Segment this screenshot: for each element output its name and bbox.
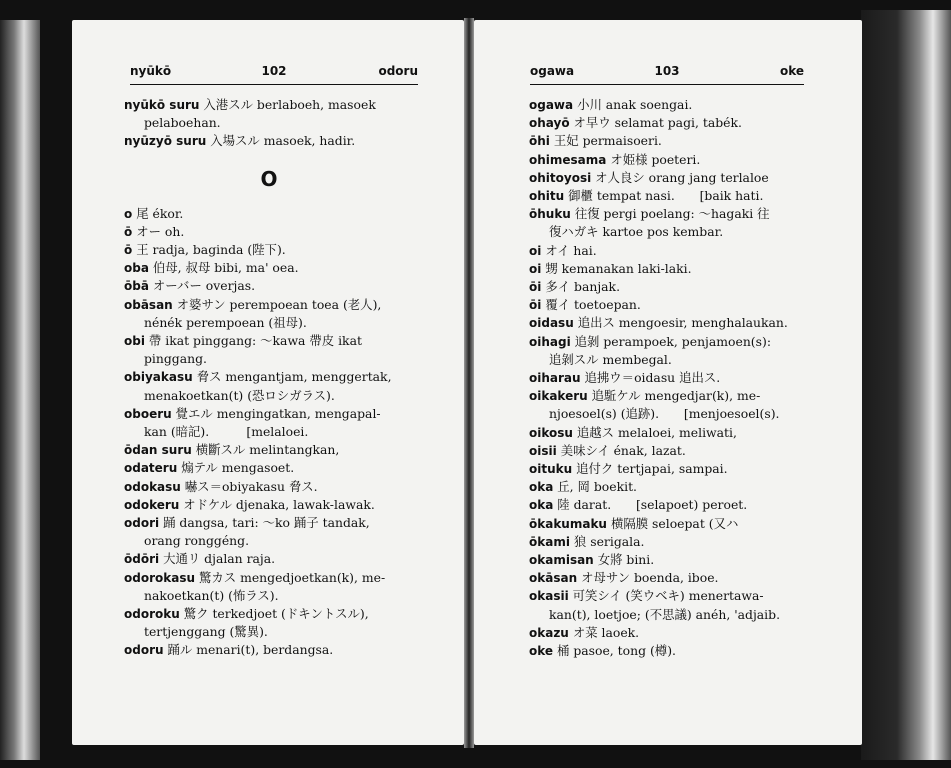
entry-definition: 驚ク terkedjoet (ドキントスル), bbox=[183, 606, 369, 622]
entry-definition: pinggang. bbox=[144, 351, 207, 367]
entry-definition: 王妃 permaisoeri. bbox=[553, 133, 662, 149]
entry-definition: menakoetkan(t) (恐ロシガラス). bbox=[144, 387, 335, 403]
dictionary-entry-line bbox=[529, 369, 810, 387]
entry-definition: 煽テル mengasoet. bbox=[181, 460, 295, 476]
entry-definition: 追駈ケル mengedjar(k), me- bbox=[591, 388, 761, 404]
entry-definition: オ人良シ orang jang terlaloe bbox=[595, 169, 769, 185]
entry-definition: 丘, 岡 boekit. bbox=[557, 479, 637, 495]
dictionary-entry-line bbox=[529, 205, 810, 223]
entry-headword: ōdan suru bbox=[124, 443, 192, 458]
entry-headword: odori bbox=[124, 516, 160, 531]
entry-definition: 陸 darat. [selapoet) peroet. bbox=[557, 497, 748, 513]
dictionary-entry-line bbox=[529, 424, 810, 442]
entry-headword: oboeru bbox=[124, 406, 172, 421]
section-entries bbox=[529, 96, 810, 660]
entry-definition: 嚇ス＝obiyakasu 脅ス. bbox=[184, 478, 318, 494]
dictionary-entry-line bbox=[529, 460, 810, 478]
page-number: 103 bbox=[654, 64, 680, 78]
dictionary-entry-line bbox=[124, 114, 414, 132]
entry-headword: ōbā bbox=[124, 279, 149, 294]
entry-definition: 入港スル berlaboeh, masoek bbox=[203, 97, 376, 112]
entry-definition: 横隔膜 seloepat (又ハ bbox=[610, 515, 739, 531]
dictionary-entry-line bbox=[529, 442, 810, 460]
entry-definition: 小川 anak soengai. bbox=[577, 97, 693, 112]
entry-headword: obi bbox=[124, 334, 145, 349]
dictionary-entry-line bbox=[124, 332, 414, 350]
entry-list bbox=[529, 96, 810, 660]
dictionary-entry-line bbox=[124, 314, 414, 332]
entry-headword: oikosu bbox=[529, 425, 573, 440]
entry-list bbox=[124, 96, 414, 660]
dictionary-entry-line bbox=[124, 569, 414, 587]
entry-headword: oihagi bbox=[529, 334, 571, 349]
entry-headword: ohimesama bbox=[529, 152, 607, 167]
dictionary-entry-line bbox=[529, 387, 810, 405]
entry-definition: orang ronggéng. bbox=[144, 533, 250, 549]
entry-headword: oidasu bbox=[529, 316, 574, 331]
entry-headword: oke bbox=[529, 644, 554, 659]
entry-definition: 狼 serigala. bbox=[573, 533, 645, 549]
entry-definition: 桶 pasoe, tong (樽). bbox=[557, 643, 676, 659]
header-left-guide-word: ogawa bbox=[530, 64, 575, 78]
entry-definition: njoesoel(s) (追跡). [menjoesoel(s). bbox=[549, 406, 780, 422]
entry-definition: 伯母, 叔母 bibi, ma' oea. bbox=[152, 260, 299, 276]
entry-definition: kan(t), loetjoe; (不思議) anéh, 'adjaib. bbox=[549, 606, 781, 622]
entry-definition: 覺エル mengingatkan, mengapal- bbox=[175, 405, 381, 421]
dictionary-entry-line bbox=[529, 642, 810, 660]
entry-definition: 美味シイ énak, lazat. bbox=[560, 442, 686, 458]
dictionary-entry-line bbox=[124, 641, 414, 659]
entry-headword: obiyakasu bbox=[124, 370, 193, 385]
entry-headword: ōdōri bbox=[124, 552, 160, 567]
dictionary-entry-line bbox=[529, 551, 810, 569]
dictionary-entry-line bbox=[124, 277, 414, 295]
entry-definition: nakoetkan(t) (怖ラス). bbox=[144, 587, 279, 603]
entry-definition: 追剝 perampoek, penjamoen(s): bbox=[574, 333, 772, 349]
dictionary-entry-line bbox=[529, 278, 810, 296]
entry-headword: oisii bbox=[529, 443, 557, 458]
dictionary-entry-line bbox=[529, 624, 810, 642]
dictionary-entry-line bbox=[529, 296, 810, 314]
entry-headword: ōkami bbox=[529, 534, 570, 549]
entry-headword: ōi bbox=[529, 298, 542, 313]
dictionary-entry-line bbox=[529, 151, 810, 169]
entry-definition: nénék perempoean (祖母). bbox=[144, 314, 307, 330]
dictionary-entry-line bbox=[529, 223, 810, 241]
book-right-edge bbox=[861, 10, 951, 760]
entry-headword: oiharau bbox=[529, 371, 581, 386]
entries-before-section bbox=[124, 96, 414, 151]
dictionary-entry-line bbox=[124, 205, 414, 223]
entry-headword: ogawa bbox=[529, 98, 574, 112]
entry-headword: odoroku bbox=[124, 607, 180, 622]
entry-definition: 帶 ikat pinggang: ～kawa 帶皮 ikat bbox=[148, 333, 362, 349]
dictionary-entry-line bbox=[124, 350, 414, 368]
header-right-guide-word: oke bbox=[779, 64, 804, 78]
entry-definition: 大通リ djalan raja. bbox=[163, 551, 276, 567]
entry-headword: odateru bbox=[124, 461, 178, 476]
dictionary-entry-line bbox=[529, 606, 810, 624]
entry-headword: ōhi bbox=[529, 134, 550, 149]
entry-definition: オー oh. bbox=[136, 223, 185, 239]
dictionary-entry-line bbox=[529, 114, 810, 132]
dictionary-entry-line bbox=[124, 223, 414, 241]
entry-headword: ohitoyosi bbox=[529, 170, 592, 185]
dictionary-entry-line bbox=[124, 96, 414, 114]
entry-definition: 王 radja, baginda (陛下). bbox=[136, 242, 286, 258]
entry-definition: 横斷スル melintangkan, bbox=[195, 442, 340, 458]
entry-definition: 往復 pergi poelang: ～hagaki 往 bbox=[574, 206, 770, 222]
dictionary-entry-line bbox=[529, 260, 810, 278]
dictionary-entry-line bbox=[529, 132, 810, 150]
header-right-guide-word: odoru bbox=[378, 64, 418, 78]
dictionary-entry-line bbox=[529, 569, 810, 587]
entry-definition: 脅ス mengantjam, menggertak, bbox=[196, 369, 392, 385]
entry-headword: ō bbox=[124, 243, 133, 258]
entry-definition: オーバー overjas. bbox=[152, 278, 256, 294]
right-page bbox=[474, 20, 862, 745]
dictionary-entry-line bbox=[529, 351, 810, 369]
entry-headword: odokasu bbox=[124, 479, 181, 494]
dictionary-entry-line bbox=[124, 296, 414, 314]
entry-definition: 尾 ékor. bbox=[136, 205, 184, 221]
entry-definition: 踊 dangsa, tari: ～ko 踊子 tandak, bbox=[163, 515, 370, 531]
entry-definition: 追越ス melaloei, meliwati, bbox=[576, 424, 737, 440]
entry-definition: オ菜 laoek. bbox=[572, 624, 640, 640]
page-number: 102 bbox=[261, 64, 287, 78]
entry-definition: 入場スル masoek, hadir. bbox=[210, 133, 356, 149]
entry-headword: odoru bbox=[124, 643, 164, 658]
entry-headword: okāsan bbox=[529, 571, 578, 586]
dictionary-entry-line bbox=[124, 514, 414, 532]
dictionary-entry-line bbox=[124, 532, 414, 550]
entry-definition: pelaboehan. bbox=[144, 115, 221, 131]
dictionary-entry-line bbox=[529, 496, 810, 514]
dictionary-entry-line bbox=[529, 587, 810, 605]
entry-definition: 追剝スル membegal. bbox=[549, 351, 672, 367]
entry-headword: ōkakumaku bbox=[529, 516, 607, 531]
dictionary-entry-line bbox=[529, 333, 810, 351]
entry-definition: オイ hai. bbox=[545, 242, 597, 258]
header-left-guide-word: nyūkō bbox=[130, 64, 172, 78]
entry-headword: o bbox=[124, 206, 133, 221]
dictionary-entry-line bbox=[124, 241, 414, 259]
section-letter: O bbox=[260, 166, 278, 191]
entry-headword: oi bbox=[529, 243, 542, 258]
entry-definition: 追拂ウ＝oidasu 追出ス. bbox=[584, 370, 721, 386]
entry-headword: ō bbox=[124, 224, 133, 239]
dictionary-entry-line bbox=[529, 478, 810, 496]
dictionary-entry-line bbox=[529, 96, 810, 114]
book-left-edge bbox=[0, 20, 40, 760]
dictionary-entry-line bbox=[529, 169, 810, 187]
dictionary-entry-line bbox=[124, 587, 414, 605]
dictionary-entry-line bbox=[529, 187, 810, 205]
entry-definition: 覆イ toetoepan. bbox=[545, 297, 641, 313]
entry-definition: 可笑シイ (笑ウベキ) menertawa- bbox=[572, 588, 764, 604]
entry-headword: oituku bbox=[529, 462, 573, 477]
entry-definition: オ婆サン perempoean toea (老人), bbox=[176, 296, 382, 312]
entry-headword: okamisan bbox=[529, 553, 594, 568]
entry-headword: oka bbox=[529, 498, 554, 513]
dictionary-entry-line bbox=[124, 405, 414, 423]
dictionary-entry-line bbox=[124, 496, 414, 514]
entry-definition: 甥 kemanakan laki-laki. bbox=[545, 260, 692, 276]
entry-definition: 御櫃 tempat nasi. [baik hati. bbox=[568, 188, 764, 204]
entry-definition: 驚カス mengedjoetkan(k), me- bbox=[198, 569, 386, 585]
dictionary-entry-line bbox=[124, 550, 414, 568]
entry-headword: obāsan bbox=[124, 297, 173, 312]
entry-headword: okasii bbox=[529, 589, 569, 604]
entry-definition: tertjenggang (驚異). bbox=[144, 624, 268, 640]
entry-headword: odokeru bbox=[124, 497, 180, 512]
dictionary-entry-line bbox=[124, 478, 414, 496]
dictionary-entry-line bbox=[529, 242, 810, 260]
entry-headword: oba bbox=[124, 261, 149, 276]
entry-headword: oka bbox=[529, 480, 554, 495]
entry-headword: odorokasu bbox=[124, 570, 196, 585]
entry-definition: オ姫様 poeteri. bbox=[610, 151, 701, 167]
dictionary-entry-line bbox=[529, 533, 810, 551]
dictionary-entry-line bbox=[124, 605, 414, 623]
entry-headword: okazu bbox=[529, 625, 569, 640]
entry-headword: ohitu bbox=[529, 189, 565, 204]
dictionary-entry-line bbox=[124, 132, 414, 150]
entry-definition: 追出ス mengoesir, menghalaukan. bbox=[577, 315, 788, 331]
entry-headword: nyūkō suru bbox=[124, 98, 200, 112]
entry-definition: オドケル djenaka, lawak-lawak. bbox=[183, 496, 375, 512]
dictionary-entry-line bbox=[124, 459, 414, 477]
entry-headword: ohayō bbox=[529, 116, 570, 131]
left-page bbox=[72, 20, 464, 745]
entry-headword: ōhuku bbox=[529, 207, 571, 222]
entry-definition: 復ハガキ kartoe pos kembar. bbox=[549, 224, 724, 240]
dictionary-entry-line bbox=[124, 368, 414, 386]
entry-headword: ōi bbox=[529, 280, 542, 295]
entry-headword: nyūzyō suru bbox=[124, 134, 207, 149]
entry-definition: kan (暗記). [melaloei. bbox=[144, 424, 309, 440]
entry-definition: オ母サン boenda, iboe. bbox=[581, 570, 719, 586]
running-header bbox=[130, 62, 418, 85]
dictionary-entry-line bbox=[124, 623, 414, 641]
dictionary-entry-line bbox=[124, 259, 414, 277]
dictionary-entry-line bbox=[124, 387, 414, 405]
book-gutter bbox=[464, 18, 474, 748]
dictionary-entry-line bbox=[529, 515, 810, 533]
entry-definition: オ早ウ selamat pagi, tabék. bbox=[573, 115, 742, 131]
entry-definition: 女將 bini. bbox=[597, 552, 655, 568]
dictionary-entry-line bbox=[124, 423, 414, 441]
running-header bbox=[530, 62, 804, 85]
entry-headword: oi bbox=[529, 261, 542, 276]
section-entries bbox=[124, 205, 414, 660]
dictionary-entry-line bbox=[529, 314, 810, 332]
dictionary-entry-line bbox=[124, 441, 414, 459]
entry-definition: 踊ル menari(t), berdangsa. bbox=[167, 642, 334, 658]
entry-headword: oikakeru bbox=[529, 389, 588, 404]
dictionary-entry-line bbox=[529, 405, 810, 423]
entry-definition: 追付ク tertjapai, sampai. bbox=[576, 461, 728, 477]
entry-definition: 多イ banjak. bbox=[545, 279, 621, 295]
